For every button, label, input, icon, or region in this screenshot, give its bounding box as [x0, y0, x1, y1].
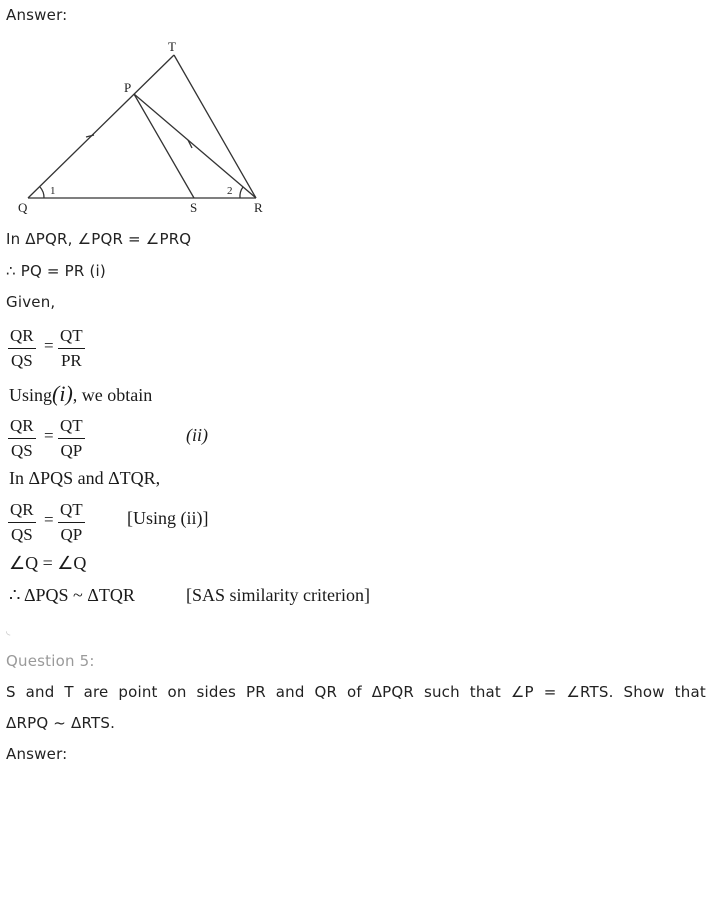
segment-tr [174, 55, 256, 198]
angle-1-arc [40, 187, 44, 198]
question-5-text-line-1: S and T are point on sides PR and QR of ΔPQR such that ∠P = ∠RTS. Show that [6, 683, 706, 701]
equation-tag-ii: (ii) [186, 425, 208, 445]
line-given: Given, [6, 293, 56, 311]
equals-sign-3: = [44, 510, 54, 529]
segment-ps [134, 94, 194, 198]
angle-label-2: 2 [227, 185, 233, 197]
line-in-pqr: In ΔPQR, ∠PQR = ∠PRQ [6, 230, 192, 248]
line-in-pqs-tqr: In ΔPQS and ΔTQR, [9, 468, 161, 488]
line-conclusion: ∴ ΔPQS ~ ΔTQR [9, 585, 135, 605]
reason-sas: [SAS similarity criterion] [186, 585, 370, 605]
vertex-label-s: S [190, 200, 198, 215]
vertex-label-t: T [168, 39, 176, 54]
equals-sign-2: = [44, 426, 54, 445]
triangle-figure [14, 34, 274, 219]
vertex-label-p: P [124, 80, 132, 95]
question-5-text-line-2: ΔRPQ ~ ΔRTS. [6, 714, 116, 732]
fraction-qt-pr: $\frac{QT}{PR}$ [60, 326, 83, 370]
angle-2-arc [240, 187, 243, 198]
fraction-qt-qp-2: $\frac{QT}{QP}$ [60, 500, 83, 544]
line-angle-q: ∠Q = ∠Q [9, 553, 87, 573]
fraction-qr-qs: $\frac{QR}{QS}$ [10, 326, 34, 370]
fraction-qr-qs-3: $\frac{QR}{QS}$ [10, 500, 34, 544]
reason-using-ii: [Using (ii)] [127, 508, 209, 528]
equals-sign: = [44, 336, 54, 355]
vertex-label-q: Q [18, 200, 28, 215]
line-using-i: Using(i), we obtain [9, 381, 153, 406]
faint-mark-icon: ◟ [6, 624, 11, 637]
answer-label: Answer: [6, 6, 68, 24]
fraction-qr-qs-2: $\frac{QR}{QS}$ [10, 416, 34, 460]
vertex-label-r: R [254, 200, 263, 215]
segment-pr [134, 94, 256, 198]
fraction-qt-qp: $\frac{QT}{QP}$ [60, 416, 83, 460]
line-pq-eq-pr: ∴ PQ = PR (i) [6, 262, 106, 280]
question-5-heading: Question 5: [6, 652, 95, 670]
angle-label-1: 1 [50, 185, 56, 197]
answer-label-2: Answer: [6, 745, 68, 763]
